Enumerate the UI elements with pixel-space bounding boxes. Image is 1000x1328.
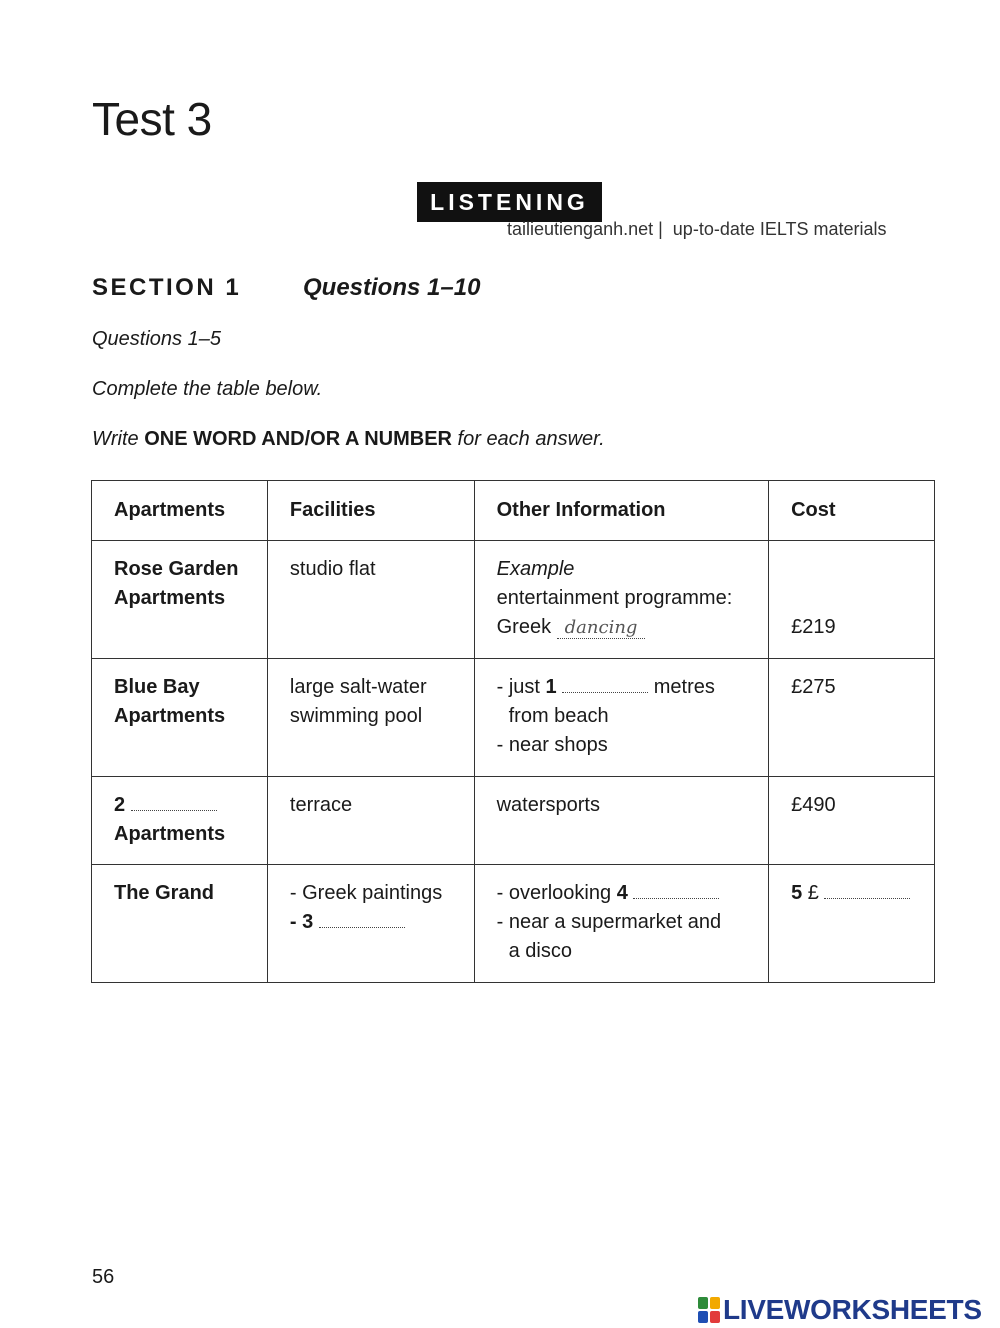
info-line: a disco: [508, 940, 572, 962]
sub-questions-label: Questions 1–5: [92, 328, 221, 350]
brand-logo[interactable]: [698, 1294, 982, 1326]
info-cell: [474, 541, 769, 659]
instruction-write: [92, 428, 605, 451]
instruction-complete: Complete the table below.: [92, 378, 323, 400]
info-line: Greek: [496, 616, 552, 638]
cost-cell: £275: [769, 659, 935, 777]
example-answer: dancing: [557, 618, 646, 639]
info-cell: [474, 865, 769, 983]
apartment-name: The Grand: [92, 865, 268, 983]
liveworksheets-icon: [698, 1297, 720, 1323]
question-number: 2: [114, 794, 126, 816]
question-number: 4: [616, 882, 628, 904]
table-row: [92, 777, 935, 865]
header-apartments: Apartments: [92, 481, 268, 541]
cost-cell: £490: [769, 777, 935, 865]
facility-line: large salt-water: [289, 676, 427, 698]
test-title: Test 3: [92, 93, 212, 145]
apartment-name: [92, 659, 268, 777]
apartments-table: [91, 480, 935, 983]
answer-blank-3[interactable]: [319, 909, 405, 928]
table-row: [92, 659, 935, 777]
answer-blank-4[interactable]: [633, 880, 719, 899]
info-line: - near a supermarket and: [496, 911, 722, 933]
instruction-write-bold: ONE WORD AND/OR A NUMBER: [144, 428, 452, 450]
info-text: metres: [653, 676, 715, 698]
instruction-write-post: for each answer.: [451, 428, 605, 450]
answer-blank-2[interactable]: [131, 792, 217, 811]
question-number: 1: [545, 676, 557, 698]
section-label: SECTION 1: [92, 274, 242, 301]
cost-cell: [769, 865, 935, 983]
info-text: - overlooking: [496, 882, 612, 904]
facility-dash: -: [289, 911, 297, 933]
listening-banner: LISTENING: [417, 182, 602, 222]
apartment-name-line2: Apartments: [114, 587, 226, 609]
pound-symbol: £: [807, 882, 819, 904]
cost-value: £219: [791, 616, 836, 638]
header-facilities: Facilities: [267, 481, 474, 541]
info-cell: [474, 659, 769, 777]
header-other-information: Other Information: [474, 481, 769, 541]
facility-cell: [267, 865, 474, 983]
brand-name: LIVEWORKSHEETS: [723, 1294, 982, 1325]
answer-blank-1[interactable]: [562, 674, 648, 693]
source-line: tailieutienganh.net | up-to-date IELTS materials: [507, 219, 887, 239]
facility-line: - Greek paintings: [289, 882, 443, 904]
info-line: - near shops: [496, 734, 608, 756]
facility-cell: terrace: [267, 777, 474, 865]
question-number: 5: [791, 882, 803, 904]
facility-cell: [267, 659, 474, 777]
info-cell: watersports: [474, 777, 769, 865]
table-row: [92, 541, 935, 659]
apartment-name-line2: Apartments: [114, 823, 226, 845]
facility-cell: studio flat: [267, 541, 474, 659]
apartment-name-line1: Blue Bay: [114, 676, 200, 698]
info-line: entertainment programme:: [496, 587, 733, 609]
info-line: from beach: [508, 705, 609, 727]
example-label: Example: [496, 558, 575, 580]
info-text: - just: [496, 676, 540, 698]
facility-line: swimming pool: [289, 705, 423, 727]
apartment-name-line1: Rose Garden: [114, 558, 239, 580]
apartment-name: [92, 541, 268, 659]
table-header-row: [92, 481, 935, 541]
apartment-name: [92, 777, 268, 865]
section-questions: Questions 1–10: [303, 274, 481, 301]
header-cost: Cost: [769, 481, 935, 541]
question-number: 3: [302, 911, 314, 933]
instruction-write-pre: Write: [92, 428, 145, 450]
apartment-name-line2: Apartments: [114, 705, 226, 727]
answer-blank-5[interactable]: [824, 880, 910, 899]
page-number: 56: [92, 1266, 115, 1288]
table-row: [92, 865, 935, 983]
cost-cell: [769, 541, 935, 659]
